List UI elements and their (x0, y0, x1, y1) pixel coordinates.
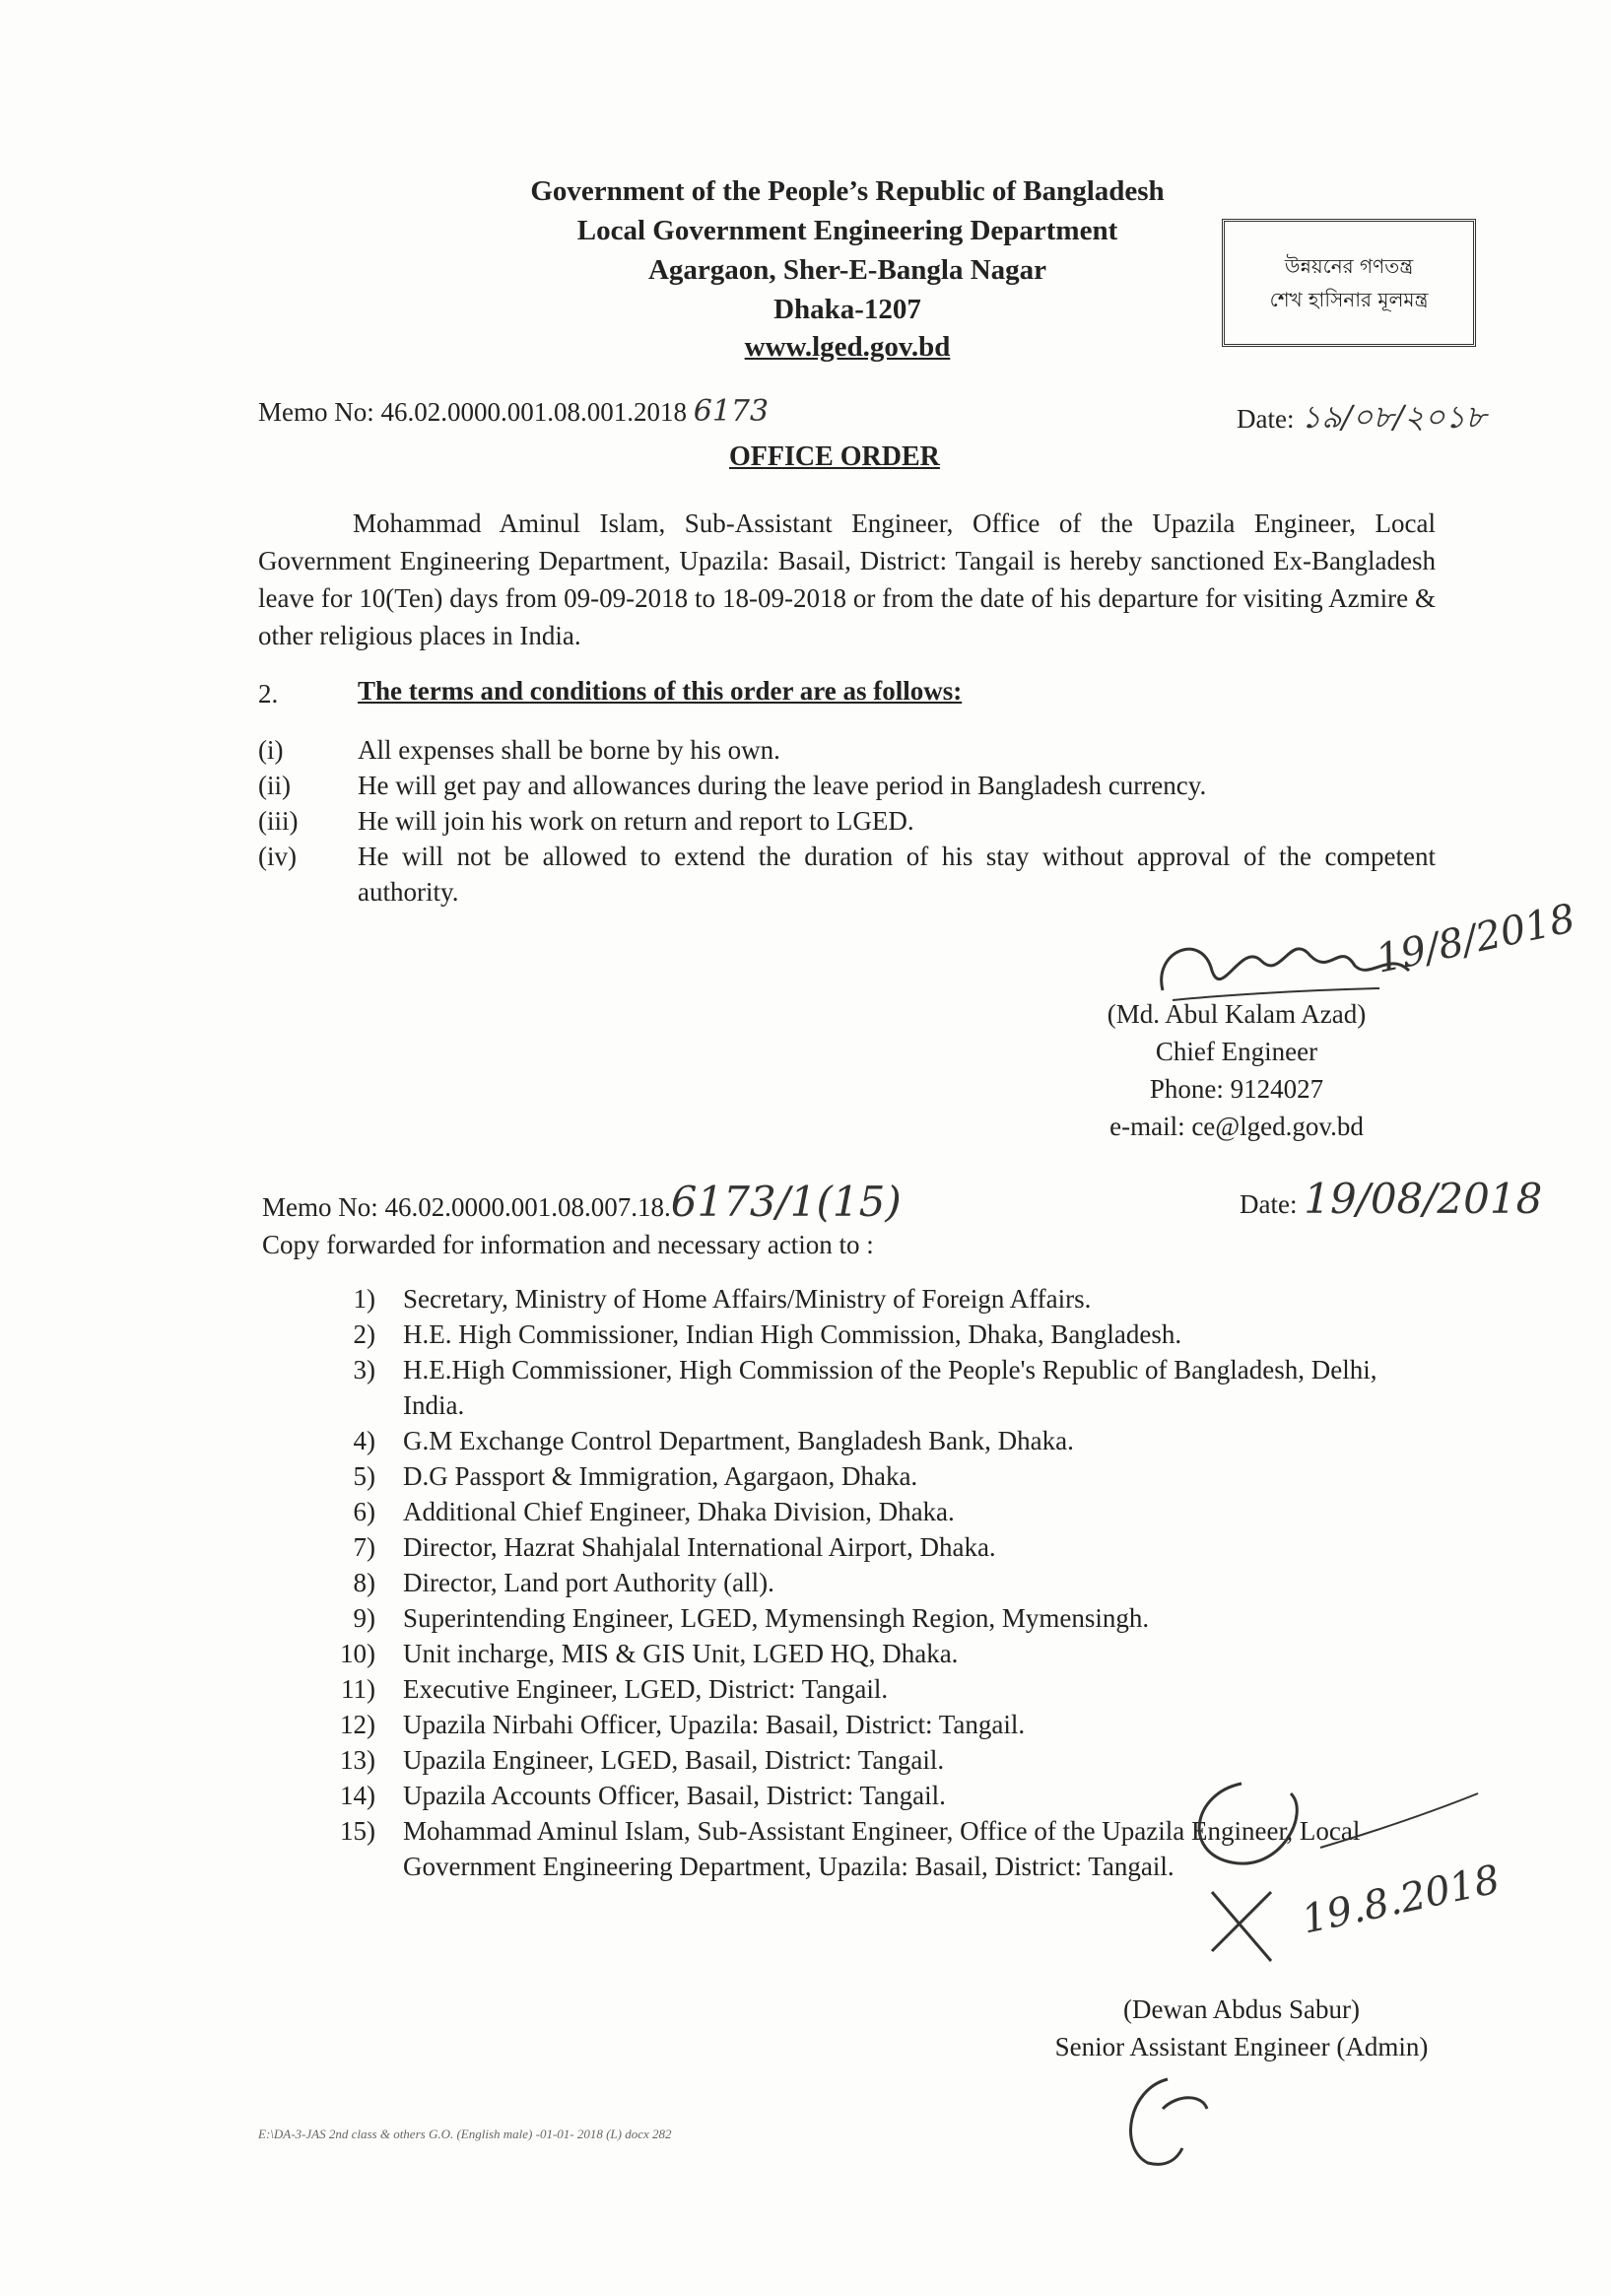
recipient-item (262, 1458, 1440, 1494)
terms-item (258, 768, 1436, 803)
recipient-number: 2) (353, 1319, 375, 1349)
recipient-item (262, 1707, 1440, 1742)
recipient-number: 9) (353, 1603, 375, 1633)
terms-number: 2. (258, 679, 279, 709)
gov-title: Government of the People’s Republic of Bangladesh (530, 175, 1165, 207)
recipient-number: 13) (340, 1745, 375, 1775)
terms-item-number: (i) (258, 735, 284, 765)
city-line: Dhaka-1207 (773, 294, 921, 325)
recipient-item (262, 1600, 1440, 1636)
terms-item-number: (ii) (258, 771, 291, 800)
recipient-item (262, 1317, 1440, 1352)
terms-list (258, 732, 1436, 910)
signature-2-date: 19.8.2018 (1298, 1857, 1505, 1943)
recipient-number: 12) (340, 1710, 375, 1739)
website-link: www.lged.gov.bd (744, 331, 951, 363)
recipient-number: 6) (353, 1497, 375, 1526)
signatory-1-email: e-mail: ce@lged.gov.bd (1109, 1112, 1364, 1141)
recipient-text: Superintending Engineer, LGED, Mymensingh Region, Mymensingh. (403, 1603, 1150, 1633)
signatory-2-block (1015, 1991, 1468, 2065)
memo-number-1 (258, 394, 769, 429)
recipient-item (262, 1494, 1440, 1529)
signatory-1-designation: Chief Engineer (1155, 1037, 1318, 1066)
memo-date-1 (1237, 392, 1486, 445)
address-line: Agargaon, Sher-E-Bangla Nagar (647, 254, 1047, 286)
recipient-text: Upazila Nirbahi Officer, Upazila: Basail, District: Tangail. (403, 1710, 1026, 1739)
order-paragraph: Mohammad Aminul Islam, Sub-Assistant Engineer, Office of the Upazila Engineer, Local Government Engineering Department, Upazila: Basail, District: Tangail is hereby sanctioned Ex-Bangladesh leave for 10(Ten) days from 09-09-2018 to 18-09-2018 or from the date of his departure for visiting Azmire & other religious places in India. (258, 508, 1436, 650)
recipient-text: G.M Exchange Control Department, Bangladesh Bank, Dhaka. (403, 1426, 1074, 1455)
recipient-text: Unit incharge, MIS & GIS Unit, LGED HQ, Dhaka. (403, 1639, 959, 1668)
recipient-text: Upazila Engineer, LGED, Basail, District: Tangail. (403, 1745, 945, 1775)
recipient-text: Upazila Accounts Officer, Basail, District: Tangail. (403, 1781, 946, 1810)
signatory-2-name: (Dewan Abdus Sabur) (1123, 1994, 1360, 2024)
recipient-number: 15) (340, 1816, 375, 1846)
terms-item (258, 839, 1436, 910)
terms-item-text: He will join his work on return and report to LGED. (358, 806, 914, 836)
terms-heading: The terms and conditions of this order are as follows: (358, 676, 963, 706)
recipient-number: 3) (353, 1355, 375, 1384)
handwritten-date-2: 19/08/2018 (1304, 1175, 1543, 1223)
recipient-item (262, 1529, 1440, 1565)
memo-2-label: Memo No: 46.02.0000.001.08.007.18. (262, 1192, 671, 1222)
recipient-number: 1) (353, 1284, 375, 1314)
recipient-item (262, 1423, 1440, 1458)
recipient-text: Secretary, Ministry of Home Affairs/Ministry of Foreign Affairs. (403, 1284, 1092, 1314)
recipient-text: D.G Passport & Immigration, Agargaon, Dhaka. (403, 1461, 918, 1491)
recipient-text: Director, Hazrat Shahjalal International Airport, Dhaka. (403, 1532, 996, 1562)
recipient-number: 5) (353, 1461, 375, 1491)
signatory-1-phone: Phone: 9124027 (1149, 1074, 1324, 1104)
terms-item (258, 732, 1436, 768)
memo-number-label: Memo No: 46.02.0000.001.08.001.2018 (258, 397, 687, 427)
recipient-item (262, 1742, 1440, 1778)
recipient-text: H.E. High Commissioner, Indian High Commission, Dhaka, Bangladesh. (403, 1319, 1182, 1349)
terms-item-text: All expenses shall be borne by his own. (358, 735, 780, 765)
office-order-title: OFFICE ORDER (729, 441, 940, 472)
date-label-2: Date: (1240, 1189, 1298, 1219)
memo-date-2 (1240, 1175, 1542, 1223)
recipient-number: 14) (340, 1781, 375, 1810)
terms-item-number: (iii) (258, 806, 299, 836)
recipient-number: 8) (353, 1568, 375, 1597)
recipient-item (262, 1281, 1440, 1317)
recipient-text: Additional Chief Engineer, Dhaka Division, Dhaka. (403, 1497, 955, 1526)
recipient-number: 4) (353, 1426, 375, 1455)
memo-2-handwritten-number: 6173/1(15) (670, 1178, 902, 1226)
recipient-item (262, 1671, 1440, 1707)
copy-forwarded-line: Copy forwarded for information and necessary action to : (262, 1230, 874, 1259)
recipient-text: H.E.High Commissioner, High Commission of the People's Republic of Bangladesh, Delhi, India. (403, 1355, 1377, 1420)
footer-file-path: E:\DA-3-JAS 2nd class & others G.O. (English male) -01-01- 2018 (L) docx 282 (258, 2127, 672, 2141)
slogan-line-1: উন্নয়নের গণতন্ত্র (1284, 254, 1414, 278)
signatory-1-block (1064, 995, 1409, 1145)
initial-scribble (1108, 2069, 1217, 2178)
signatory-1-name: (Md. Abul Kalam Azad) (1107, 999, 1367, 1029)
terms-item (258, 803, 1436, 839)
recipient-text: Executive Engineer, LGED, District: Tangail. (403, 1674, 889, 1704)
recipient-number: 10) (340, 1639, 375, 1668)
recipient-item (262, 1565, 1440, 1600)
terms-item-text: He will get pay and allowances during the leave period in Bangladesh currency. (358, 771, 1207, 800)
recipient-text: Mohammad Aminul Islam, Sub-Assistant Engineer, Office of the Upazila Engineer, Local Government Engineering Department, Upazila: Basail, District: Tangail. (403, 1816, 1361, 1881)
recipient-number: 11) (341, 1674, 375, 1704)
handwritten-date: ১৯/০৮/২০১৮ (1301, 398, 1487, 436)
memo-handwritten-number: 6173 (693, 394, 770, 429)
department-title: Local Government Engineering Department (576, 215, 1118, 246)
recipient-item (262, 1352, 1440, 1423)
recipient-item (262, 1636, 1440, 1671)
slogan-stamp (1222, 219, 1476, 347)
memo-number-2 (262, 1178, 902, 1226)
terms-item-number: (iv) (258, 842, 297, 871)
terms-item-text: He will not be allowed to extend the duration of his stay without approval of the competent authority. (358, 842, 1436, 907)
date-label: Date: (1237, 404, 1295, 434)
signatory-2-designation: Senior Assistant Engineer (Admin) (1054, 2032, 1429, 2061)
recipient-number: 7) (353, 1532, 375, 1562)
recipient-text: Director, Land port Authority (all). (403, 1568, 774, 1597)
signature-1-date: 19/8/2018 (1372, 896, 1579, 982)
slogan-line-2: শেখ হাসিনার মূলমন্ত্র (1269, 288, 1429, 311)
